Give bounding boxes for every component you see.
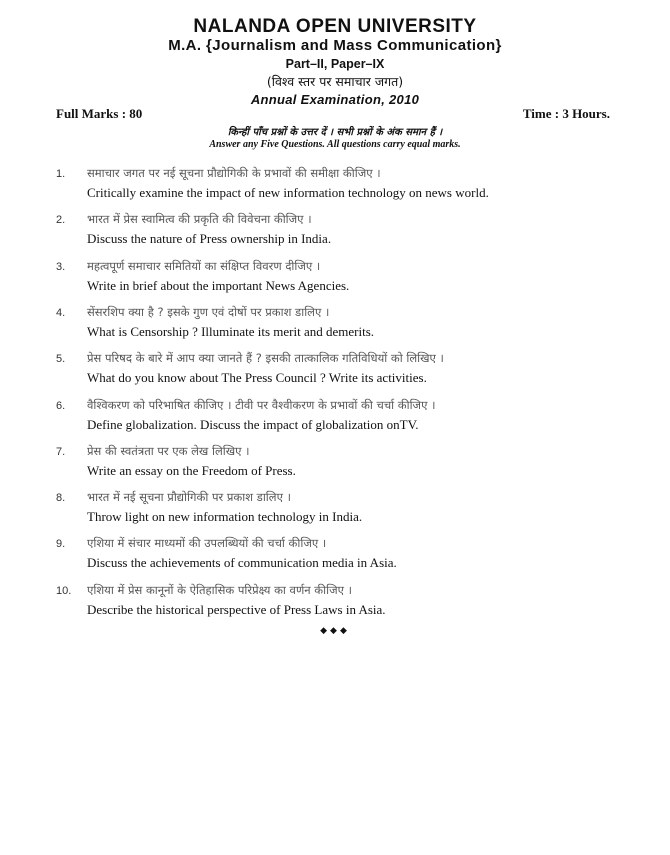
- question-english: Throw light on new information technology in India.: [87, 509, 363, 525]
- part-paper: Part–II, Paper–IX: [285, 57, 385, 71]
- question-english: Write in brief about the important News Agencies.: [87, 277, 350, 293]
- university-name: NALANDA OPEN UNIVERSITY: [193, 16, 477, 37]
- exam-year: Annual Examination, 2010: [250, 92, 420, 107]
- question-number: 4.: [56, 306, 66, 319]
- question-number: 1.: [56, 168, 66, 180]
- question-hindi: भारत में प्रेस स्वामित्व की प्रकृति की विवेचना कीजिए ।: [87, 212, 312, 227]
- question-number: 5.: [56, 353, 66, 366]
- question-english: Describe the historical perspective of Press Laws in Asia.: [87, 601, 386, 617]
- question-number: 7.: [56, 445, 66, 458]
- question-hindi: प्रेस की स्वतंत्रता पर एक लेख लिखिए ।: [87, 443, 250, 458]
- question-number: 3.: [56, 260, 66, 273]
- question-number: 9.: [56, 538, 66, 551]
- question-english: Discuss the achievements of communication media in Asia.: [87, 555, 397, 571]
- exam-time: Time : 3 Hours.: [522, 106, 610, 121]
- question-hindi: वैश्विकरण को परिभाषित कीजिए । टीवी पर वैश्वीकरण के प्रभावों की चर्चा कीजिए ।: [87, 397, 436, 412]
- question-english: What do you know about The Press Council ? Write its activities.: [87, 370, 427, 386]
- instructions-english: Answer any Five Questions. All questions carry equal marks.: [209, 139, 461, 150]
- instructions-hindi: किन्हीं पाँच प्रश्नों के उत्तर दें । सभी प्रश्नों के अंक समान हैं ।: [227, 127, 443, 138]
- question-number: 8.: [56, 492, 66, 505]
- question-english: Write an essay on the Freedom of Press.: [87, 462, 296, 478]
- hindi-paper-title: (विश्व स्तर पर समाचार जगत): [266, 74, 404, 89]
- question-hindi: प्रेस परिषद के बारे में आप क्या जानते हैं ? इसकी तात्कालिक गतिविधियों को लिखिए ।: [87, 351, 444, 366]
- question-english: Define globalization. Discuss the impact of globalization onTV.: [87, 416, 419, 432]
- question-english: What is Censorship ? Illuminate its merit and demerits.: [87, 323, 375, 339]
- full-marks: Full Marks : 80: [56, 106, 143, 121]
- question-number: 6.: [56, 399, 66, 412]
- question-hindi: समाचार जगत पर नई सूचना प्रौद्योगिकी के प्रभावों की समीक्षा कीजिए ।: [87, 166, 381, 180]
- question-hindi: महत्वपूर्ण समाचार समितियों का संक्षिप्त विवरण दीजिए ।: [87, 258, 321, 273]
- question-number: 10.: [56, 584, 72, 597]
- end-ornament: ◆◆◆: [320, 626, 350, 636]
- question-english: Critically examine the impact of new information technology on news world.: [87, 185, 489, 200]
- question-english: Discuss the nature of Press ownership in India.: [87, 231, 332, 247]
- question-hindi: एशिया में संचार माध्यमों की उपलब्धियों की चर्चा कीजिए ।: [87, 536, 327, 551]
- question-hindi: भारत में नई सूचना प्रौद्योगिकी पर प्रकाश डालिए ।: [87, 490, 291, 505]
- question-number: 2.: [56, 214, 66, 227]
- question-hindi: सेंसरशिप क्या है ? इसके गुण एवं दोषों पर प्रकाश डालिए ।: [87, 304, 330, 319]
- course-title: M.A. {Journalism and Mass Communication}: [168, 37, 502, 54]
- question-hindi: एशिया में प्रेस कानूनों के ऐतिहासिक परिप्रेक्ष्य का वर्णन कीजिए ।: [87, 582, 352, 597]
